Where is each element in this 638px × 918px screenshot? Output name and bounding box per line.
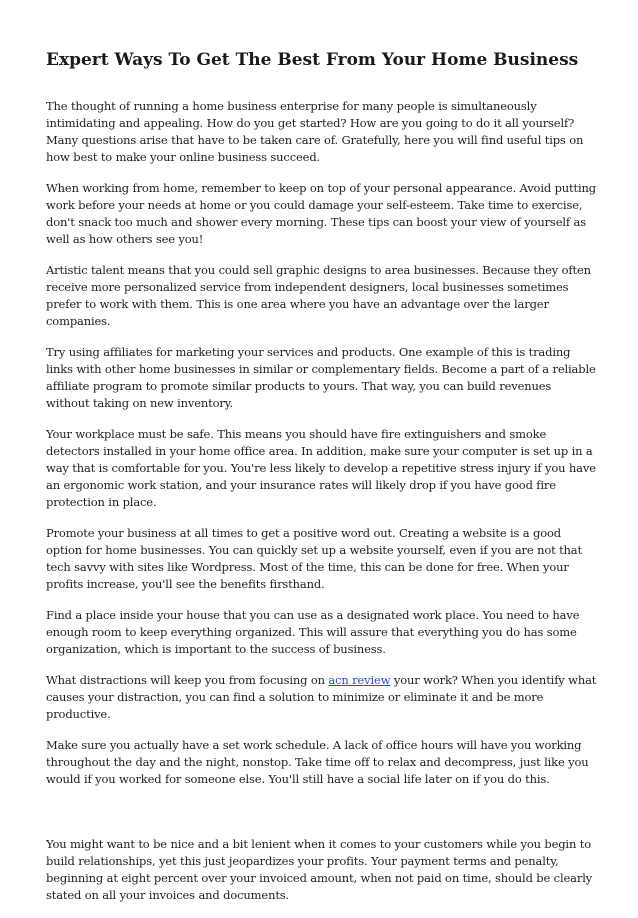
- paragraph-affiliates: Try using affiliates for marketing your services and products. One example of this is trading links with other home businesses in similar or complementary fields. Become a part of a reliable affiliate program to promote similar products to yours. That way, you can build revenues without taking on new inventory.: [46, 345, 596, 410]
- paragraph-intro: The thought of running a home business enterprise for many people is simultaneously intimidating and appealing. How do you get started? How are you going to do it all yourself? Many questions arise that have to be taken care of. Gratefully, here you will find useful tips on how best to make your online business succeed.: [46, 99, 584, 164]
- paragraph-appearance: When working from home, remember to keep on top of your personal appearance. Avoid putting work before your needs at home or you could damage your self-esteem. Take time to exercise, don't snack too much and shower every morning. These tips can boost your view of yourself as well as how others see you!: [46, 181, 596, 246]
- paragraph-customers: You might want to be nice and a bit lenient when it comes to your customers while you begin to build relationships, yet this just jeopardizes your profits. Your payment terms and penalty, beginning at eight percent over your invoiced amount, when not paid on time, should be clearly stated on all your invoices and documents.: [46, 837, 593, 902]
- paragraph-distractions-before: What distractions will keep you from focusing on: [46, 673, 329, 687]
- paragraph-work-place: Find a place inside your house that you can use as a designated work place. You need to have enough room to keep everything organized. This will assure that everything you do has some organization, which is important to the success of business.: [46, 608, 580, 656]
- acn-review-link[interactable]: acn review: [328, 673, 391, 687]
- paragraph-workplace-safety: Your workplace must be safe. This means you should have fire extinguishers and smoke detectors installed in your home office area. In addition, make sure your computer is set up in a way that is comfortable for you. You're less likely to develop a repetitive stress injury if you have an ergonomic work station, and your insurance rates will likely drop if you have good fire protection in place.: [46, 427, 596, 509]
- document-page: [46, 48, 598, 918]
- document-title: Expert Ways To Get The Best From Your Home Business: [46, 50, 579, 70]
- paragraph-work-schedule: Make sure you actually have a set work schedule. A lack of office hours will have you working throughout the day and the night, nonstop. Take time off to relax and decompress, just like you would if you worked for someone else. You'll still have a social life later on if you do this.: [46, 738, 589, 786]
- paragraph-distractions: [46, 672, 598, 723]
- paragraph-promote-business: Promote your business at all times to get a positive word out. Creating a website is a good option for home businesses. You can quickly set up a website yourself, even if you are not that tech savvy with sites like Wordpress. Most of the time, this can be done for free. When your profits increase, you'll see the benefits firsthand.: [46, 526, 582, 591]
- paragraph-distractions-after: your work? When you identify what causes your distraction, you can find a solution to minimize or eliminate it and be more productive.: [46, 673, 597, 721]
- paragraph-artistic-talent: Artistic talent means that you could sell graphic designs to area businesses. Because they often receive more personalized service from independent designers, local businesses sometimes prefer to work with them. This is one area where you have an advantage over the larger companies.: [46, 263, 591, 328]
